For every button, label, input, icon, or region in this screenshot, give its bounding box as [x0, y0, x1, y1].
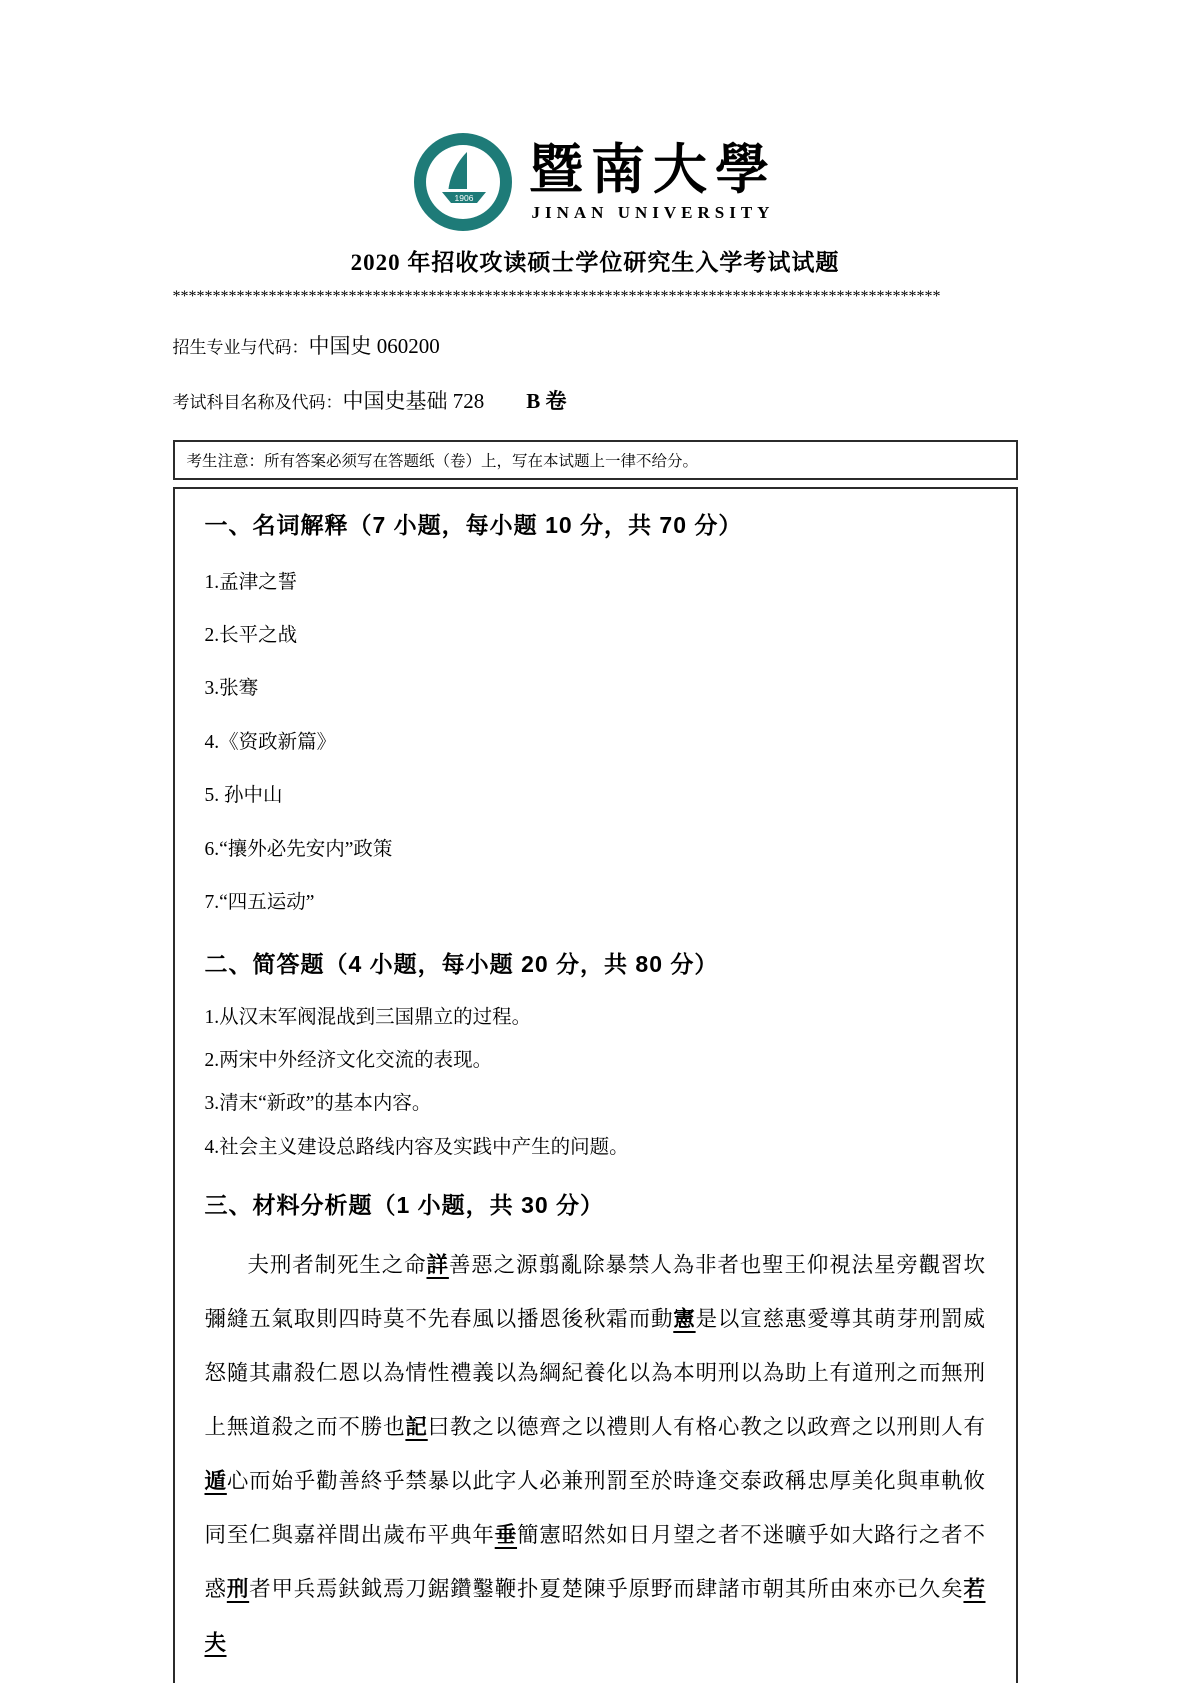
- question-item: 4.《资政新篇》: [204, 731, 337, 753]
- paper-type-badge: B 卷: [526, 389, 567, 414]
- material-segment: 是以宣慈惠愛導其萌芽刑罰威怒隨其肅殺仁恩以為情性禮義以為綱紀養化以為本明刑以為助上有道刑之而無刑上無道殺之而不勝也: [204, 1307, 986, 1440]
- major-label: 招生专业与代码：: [172, 338, 309, 357]
- asterisk-divider: ************************************************************************************************: [172, 289, 941, 305]
- notice-box: [173, 440, 1018, 480]
- subject-value: 中国史基础 728: [342, 389, 485, 414]
- section-2-heading: 二、简答题（4 小题，每小题 20 分，共 80 分）: [204, 950, 719, 977]
- material-segment-emphasis: 刑: [226, 1577, 250, 1602]
- material-segment-emphasis: 若夫: [204, 1577, 986, 1656]
- material-segment-emphasis: 記: [405, 1415, 428, 1440]
- university-name-block: [529, 141, 777, 222]
- exam-title: 2020 年招收攻读硕士学位研究生入学考试试题: [350, 250, 840, 275]
- question-item: 3.清末“新政”的基本内容。: [204, 1093, 432, 1115]
- exam-subject-line: [173, 388, 1018, 415]
- section-1-items: [205, 572, 986, 915]
- question-item: 6.“攘外必先安内”政策: [204, 838, 393, 860]
- material-segment-emphasis: 遁: [204, 1469, 227, 1494]
- question-item: 2.两宋中外经济文化交流的表现。: [204, 1049, 493, 1071]
- question-item: 4.社会主义建设总路线内容及实践中产生的问题。: [204, 1136, 629, 1158]
- material-segment: 心而始乎勸善終乎禁暴以此字人必兼刑罰至於時逢交泰政稱忠厚美化與車軌攸同至仁與嘉祥間出歲布平典年: [204, 1469, 986, 1548]
- admission-major-line: [173, 333, 1018, 360]
- subject-label: 考试科目名称及代码：: [172, 393, 343, 413]
- material-segment: 夫刑者制死生之命: [247, 1253, 427, 1278]
- question-paper-box: [173, 487, 1018, 1683]
- material-segment: 者甲兵焉鈇鉞焉刀鋸鑽鑿鞭扑夏楚陳乎原野而肆諸市朝其所由來亦已久矣: [249, 1577, 964, 1602]
- material-paragraph: [205, 1238, 986, 1670]
- material-segment-emphasis: 憲: [673, 1307, 696, 1332]
- section-3-heading: 三、材料分析题（1 小题，共 30 分）: [204, 1192, 605, 1219]
- notice-text: 考生注意：所有答案必须写在答题纸（卷）上，写在本试题上一律不给分。: [186, 452, 699, 470]
- section-1-heading: 一、名词解释（7 小题，每小题 10 分，共 70 分）: [204, 511, 743, 538]
- university-logo: [0, 0, 1190, 232]
- university-name-en: JINAN UNIVERSITY: [531, 202, 775, 222]
- university-name-cn: 暨南大學: [529, 140, 777, 201]
- material-segment: 曰教之以德齊之以禮則人有格心教之以政齊之以刑則人有: [427, 1415, 986, 1440]
- question-item: 1.孟津之誓: [204, 571, 298, 593]
- material-segment-emphasis: 垂: [494, 1523, 518, 1548]
- question-item: 3.张骞: [204, 678, 259, 700]
- question-item: 1.从汉末军阀混战到三国鼎立的过程。: [204, 1006, 532, 1028]
- question-item: 5. 孙中山: [204, 785, 283, 807]
- university-seal-icon: [413, 132, 513, 232]
- material-segment: 簡憲昭然如日月望之者不迷曠乎如大路行之者不惑: [204, 1523, 986, 1602]
- content-column: [173, 289, 1018, 1683]
- section-2-items: [205, 1007, 986, 1160]
- material-segment-emphasis: 詳: [426, 1253, 449, 1278]
- question-item: 7.“四五运动”: [204, 892, 315, 914]
- seal-year-text: 1906: [454, 193, 474, 203]
- major-value: 中国史 060200: [308, 334, 440, 358]
- material-segment: 善惡之源翦亂除暴禁人為非者也聖王仰視法星旁觀習坎彌縫五氣取則四時莫不先春風以播恩後秋霜而動: [204, 1253, 986, 1332]
- question-item: 2.长平之战: [204, 625, 298, 647]
